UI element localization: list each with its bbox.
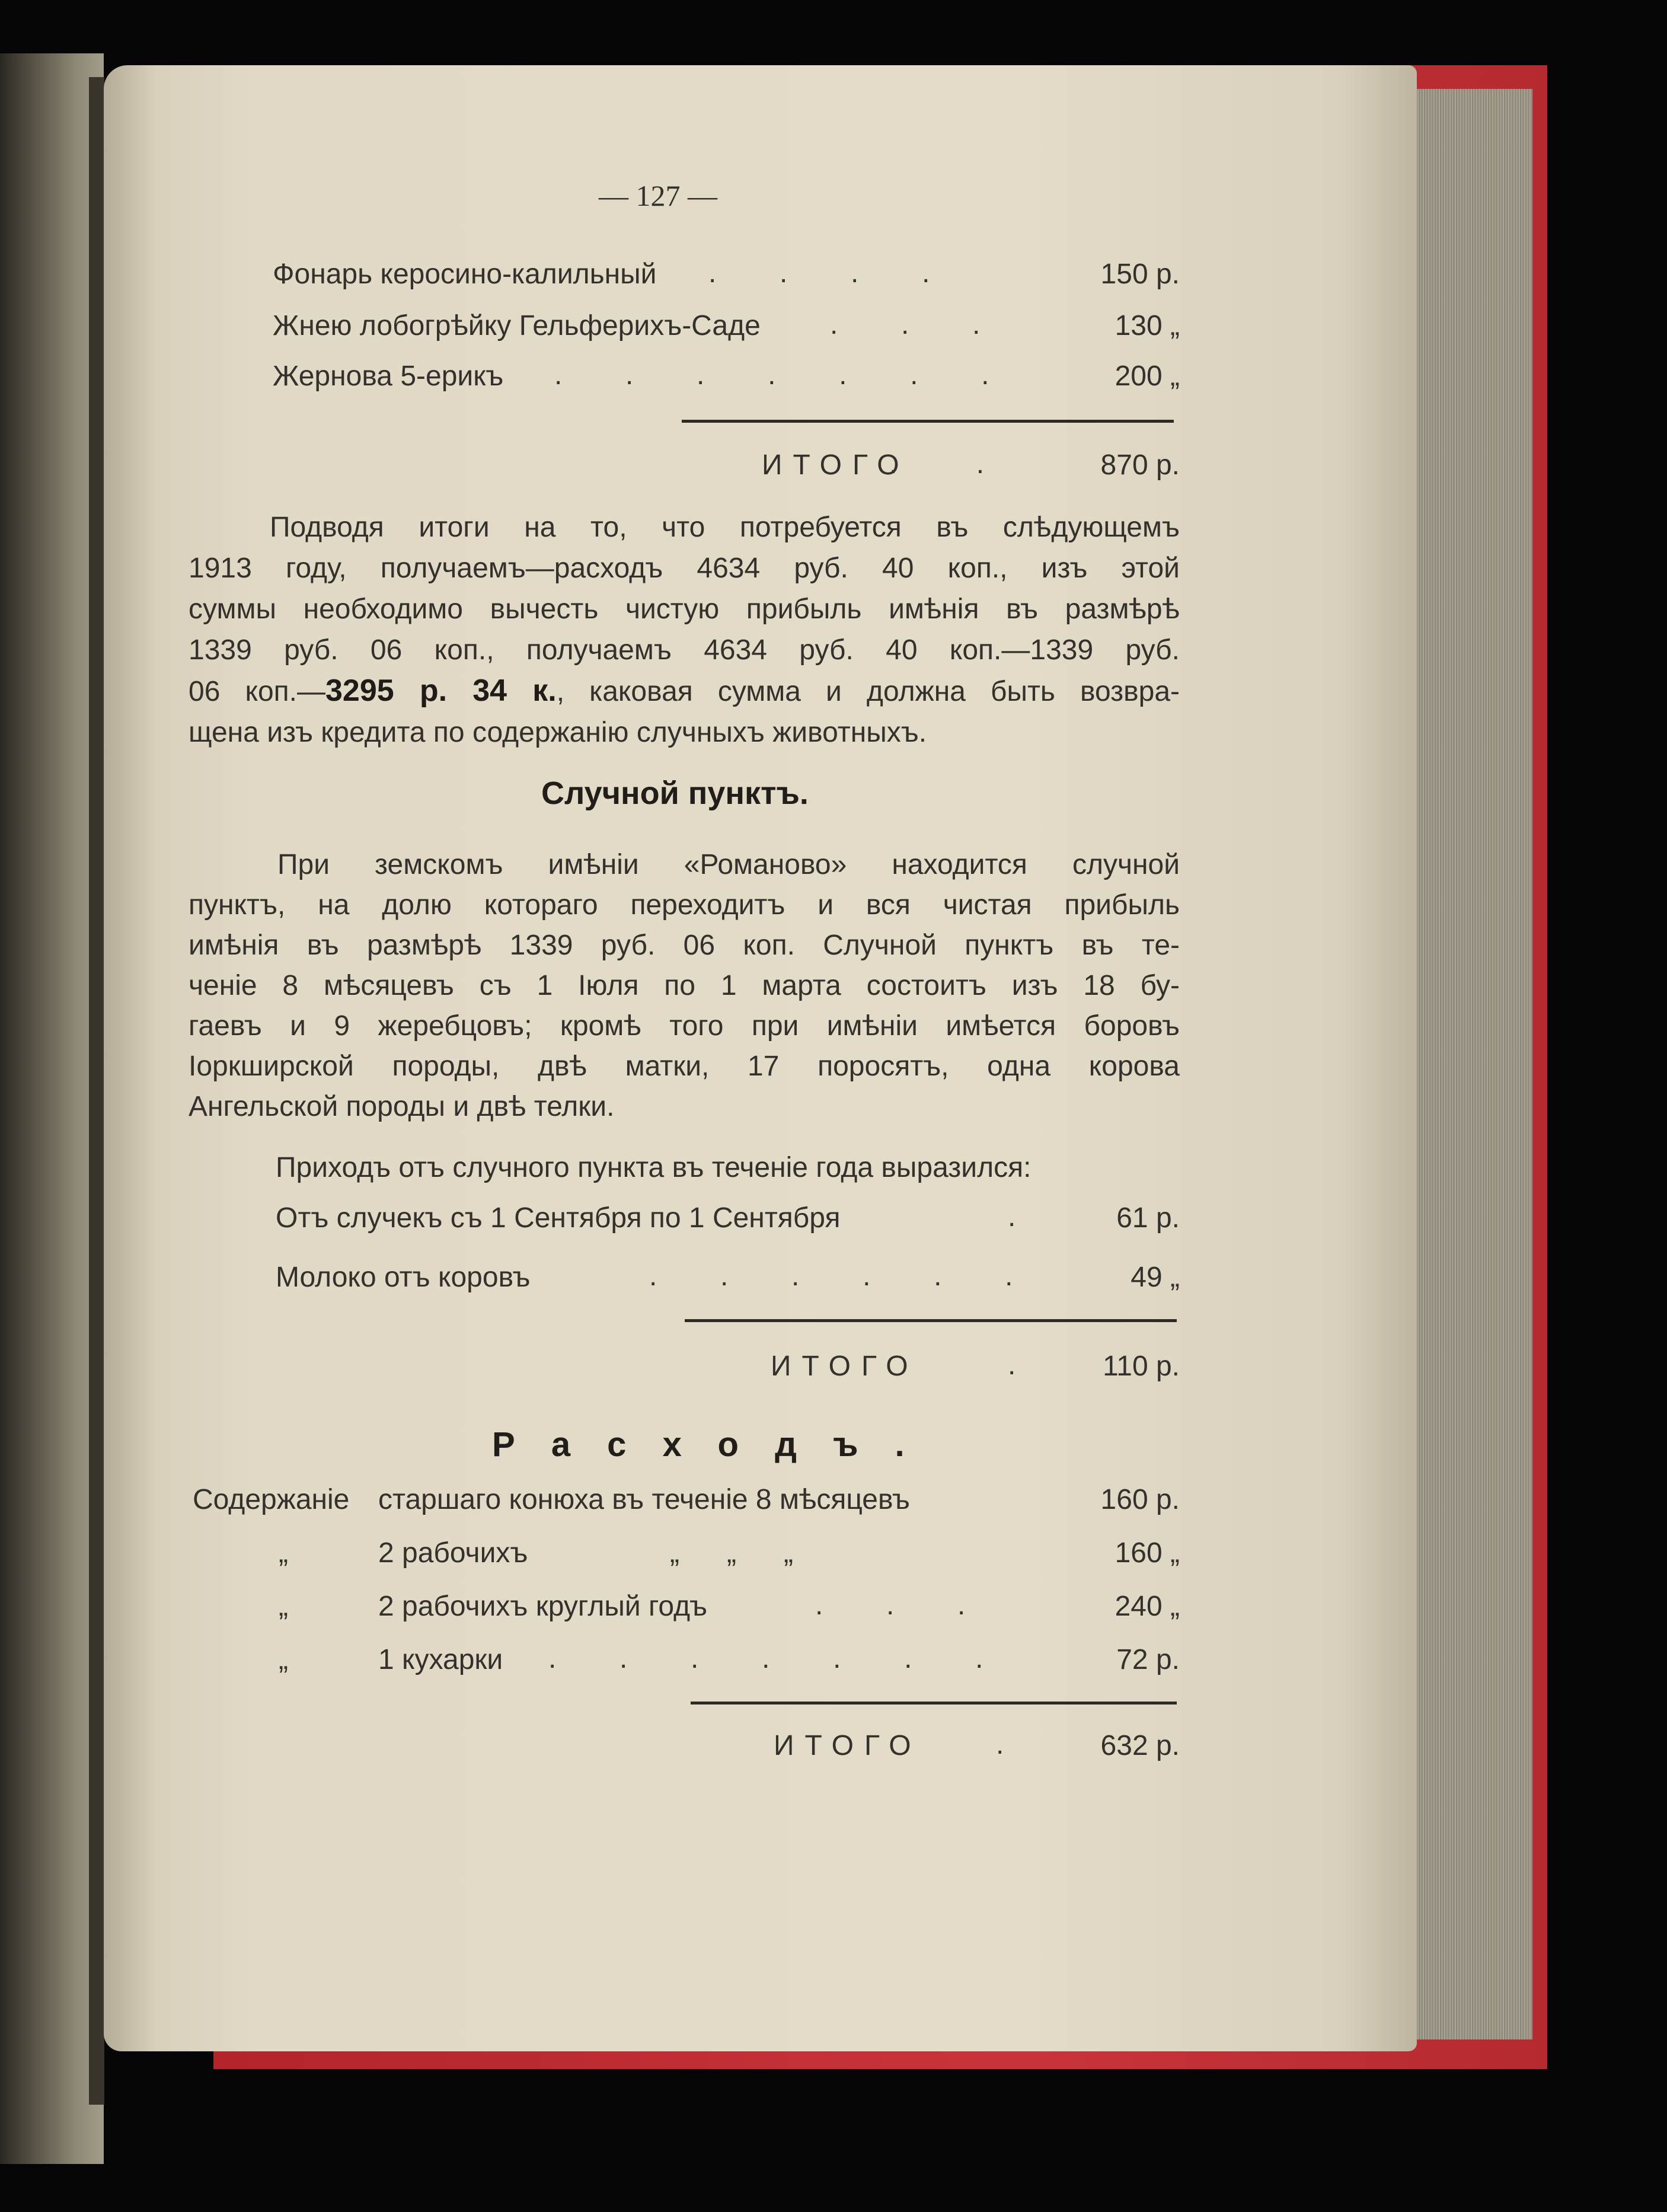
sum-rule <box>682 420 1174 423</box>
list-item: Отъ случекъ съ 1 Сентября по 1 Сентября <box>276 1202 841 1234</box>
line-part: , каковая сумма и должна быть возвра- <box>556 676 1180 707</box>
book-gutter <box>89 77 104 2105</box>
paragraph-line: При земскомъ имѣніи «Романово» находится случной <box>277 849 1180 880</box>
list-item: Жнею лобогрѣйку Гельферихъ-Саде <box>273 310 761 341</box>
leader-dots: . . . . <box>708 257 930 289</box>
expense-prefix: „ <box>279 1591 288 1622</box>
expense-prefix: „ <box>279 1644 288 1675</box>
leader-dots: . . . . . . . <box>554 359 989 391</box>
income-intro: Приходъ отъ случного пункта въ теченіе года выразился: <box>276 1152 1032 1183</box>
list-amount: 150 р. <box>1100 258 1180 290</box>
expense-amount: 72 р. <box>1116 1644 1180 1675</box>
leader-dots: . . . . . . . <box>548 1643 983 1674</box>
paragraph-line: 1339 руб. 06 коп., получаемъ 4634 руб. 40 коп.—1339 руб. <box>189 634 1180 666</box>
expense-prefix: „ <box>279 1537 288 1569</box>
total-amount: 110 р. <box>1103 1351 1180 1382</box>
leader-dots: . . . . . . <box>649 1260 1013 1292</box>
line-part: 06 коп.— <box>189 676 326 707</box>
paragraph-line: пунктъ, на долю котораго переходитъ и вся чистая прибыль <box>189 889 1180 921</box>
paragraph-line: суммы необходимо вычесть чистую прибыль имѣнія въ размѣрѣ <box>189 593 1180 625</box>
leader-dots: . . <box>889 448 985 480</box>
expense-item: 2 рабочихъ круглый годъ <box>378 1591 708 1622</box>
leader-dots: . . . <box>830 309 981 340</box>
list-item: Молоко отъ коровъ <box>276 1262 531 1293</box>
total-amount: 632 р. <box>1100 1730 1180 1761</box>
expense-item: 2 рабочихъ <box>378 1537 528 1569</box>
list-amount: 130 „ <box>1114 310 1180 341</box>
expense-amount: 240 „ <box>1114 1591 1180 1622</box>
section-heading: Случной пунктъ. <box>541 775 809 811</box>
ditto-marks: „ „ „ <box>670 1537 793 1569</box>
total-label: ИТОГО <box>774 1730 922 1761</box>
list-item: Жернова 5-ерикъ <box>273 360 504 392</box>
total-label: ИТОГО <box>771 1351 919 1382</box>
expense-item: 1 кухарки <box>378 1644 503 1675</box>
sum-rule <box>691 1702 1177 1705</box>
leader-dots: . <box>996 1729 1004 1760</box>
expense-amount: 160 „ <box>1114 1537 1180 1569</box>
paragraph-line: щена изъ кредита по содержанію случныхъ животныхъ. <box>189 717 927 748</box>
list-amount: 61 р. <box>1116 1202 1180 1234</box>
paragraph-line: Ангельской породы и двѣ телки. <box>189 1091 615 1122</box>
leader-dots: . <box>1008 1349 1016 1381</box>
list-amount: 200 „ <box>1114 360 1180 392</box>
paragraph-line: имѣнія въ размѣрѣ 1339 руб. 06 коп. Случной пунктъ въ те- <box>189 930 1180 961</box>
paragraph-summary <box>189 507 1180 753</box>
paragraph-line: Іоркширской породы, двѣ матки, 17 поросятъ, одна корова <box>189 1051 1180 1082</box>
list-amount: 49 „ <box>1131 1262 1180 1293</box>
expense-item: старшаго конюха въ теченіе 8 мѣсяцевъ <box>378 1484 910 1515</box>
paragraph-line <box>189 671 1180 712</box>
paragraph-line: Подводя итоги на то, что потребуется въ слѣдующемъ <box>270 512 1180 543</box>
expense-prefix: Содержаніе <box>193 1484 350 1515</box>
expense-amount: 160 р. <box>1100 1484 1180 1515</box>
total-amount: 870 р. <box>1100 449 1180 481</box>
leader-dots: . . . <box>815 1589 966 1621</box>
paragraph-line: гаевъ и 9 жеребцовъ; кромѣ того при имѣніи имѣется боровъ <box>189 1010 1180 1042</box>
paragraph-breeding-station <box>189 845 1180 1127</box>
sum-rule <box>685 1319 1177 1322</box>
section-heading: Расходъ. <box>492 1425 941 1464</box>
paragraph-line: ченіе 8 мѣсяцевъ съ 1 Іюля по 1 марта состоитъ изъ 18 бу- <box>189 970 1180 1001</box>
list-item: Фонарь керосино-калильный <box>273 258 657 290</box>
leader-dots: . <box>1008 1201 1016 1233</box>
sum-highlight: 3295 р. 34 к. <box>325 674 557 708</box>
page-stack-edge <box>1408 89 1532 2039</box>
total-label: ИТОГО <box>762 449 910 481</box>
page-number: — 127 — <box>599 179 717 212</box>
paragraph-line: 1913 году, получаемъ—расходъ 4634 руб. 40 коп., изъ этой <box>189 553 1180 584</box>
previous-page-edge <box>0 53 104 2164</box>
